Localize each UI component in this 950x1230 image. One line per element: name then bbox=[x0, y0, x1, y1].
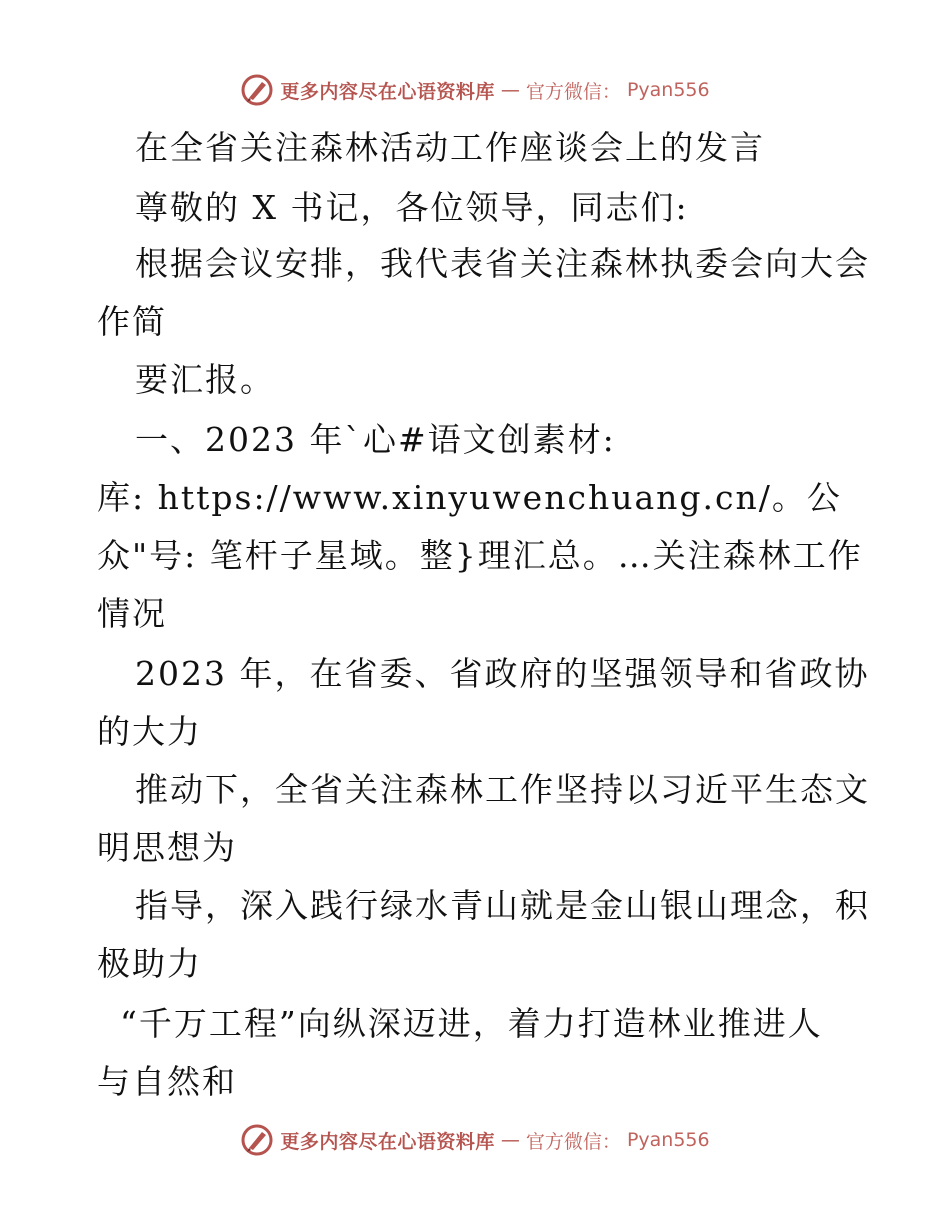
text-line: 极助力 bbox=[97, 944, 202, 983]
text-line: 尊敬的 X 书记，各位领导，同志们: bbox=[135, 188, 689, 227]
text-line: 根据会议安排，我代表省关注森林执委会向大会 bbox=[135, 244, 870, 283]
text-line: 要汇报。 bbox=[135, 360, 275, 399]
watermark-brand-text: 更多内容尽在心语资料库 bbox=[280, 80, 495, 103]
section-heading: 一、2023 年`心#语文创素材: bbox=[135, 420, 616, 459]
text-line: 情况 bbox=[97, 594, 167, 633]
document-title: 在全省关注森林活动工作座谈会上的发言 bbox=[135, 128, 765, 167]
text-line: 推动下，全省关注森林工作坚持以习近平生态文 bbox=[135, 770, 870, 809]
text-line: 明思想为 bbox=[97, 828, 237, 867]
watermark-wechat-label: 官方微信： bbox=[525, 80, 621, 103]
text-line: 与自然和 bbox=[97, 1062, 237, 1101]
text-line: 的大力 bbox=[97, 712, 202, 751]
text-line: 作简 bbox=[97, 302, 167, 341]
text-line: 库: https://www.xinyuwenchuang.cn/。公 bbox=[97, 478, 842, 517]
watermark-separator: — bbox=[500, 1129, 520, 1151]
footer-watermark bbox=[0, 1120, 950, 1160]
text-line: “千万工程”向纵深迈进，着力打造林业推进人 bbox=[120, 1004, 823, 1043]
text-line: 2023 年，在省委、省政府的坚强领导和省政协 bbox=[135, 654, 870, 693]
quill-pen-logo-icon bbox=[240, 1123, 274, 1157]
watermark-wechat-label: 官方微信： bbox=[525, 1130, 621, 1153]
text-line: 指导，深入践行绿水青山就是金山银山理念，积 bbox=[135, 886, 870, 925]
watermark-wechat-id: Pyan556 bbox=[626, 79, 710, 101]
watermark-wechat-id: Pyan556 bbox=[626, 1129, 710, 1151]
watermark-separator: — bbox=[500, 79, 520, 101]
watermark-brand-text: 更多内容尽在心语资料库 bbox=[280, 1130, 495, 1153]
text-line: 众"号: 笔杆子星域。整}理汇总。…关注森林工作 bbox=[97, 536, 863, 575]
